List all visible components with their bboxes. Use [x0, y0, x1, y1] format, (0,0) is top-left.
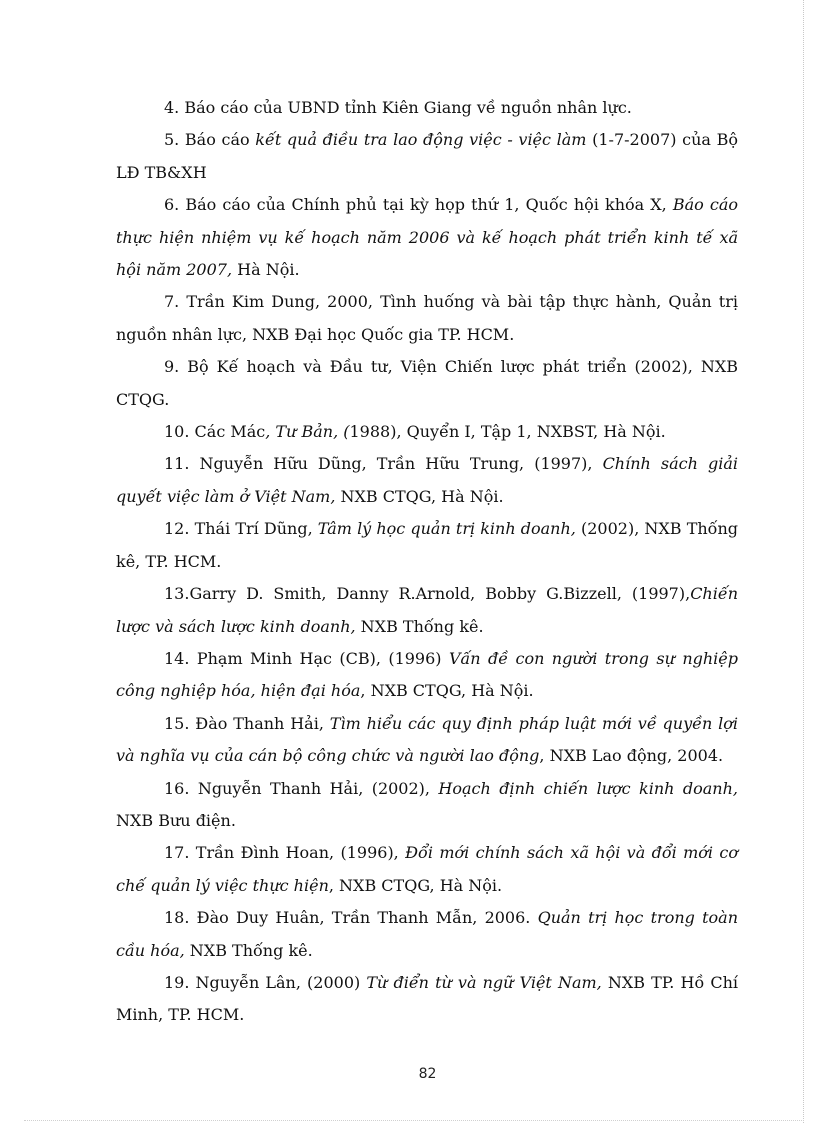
reference-item	[116, 416, 738, 448]
reference-title-italic: Tìm hiểu các quy định pháp luật mới về quyền lợi và nghĩa vụ của cán bộ công chức và người lao động	[116, 713, 739, 766]
reference-text: , NXB Lao động, 2004.	[539, 746, 724, 766]
reference-text: NXB Thống kê.	[355, 616, 484, 636]
reference-item	[116, 513, 738, 578]
reference-item	[116, 92, 738, 124]
reference-text: (2002), NXB Thống kê, TP. HCM.	[116, 519, 739, 571]
reference-text: 16. Nguyễn Thanh Hải, (2002),	[164, 778, 439, 798]
reference-item	[116, 837, 738, 902]
reference-title-italic: Chính sách giải quyết việc làm ở Việt Nam,	[116, 454, 738, 506]
reference-text: 4. Báo cáo của UBND tỉnh Kiên Giang về nguồn nhân lực.	[164, 98, 632, 117]
reference-item	[116, 351, 738, 416]
reference-text: , NXB CTQG, Hà Nội.	[328, 875, 503, 895]
reference-text: NXB CTQG, Hà Nội.	[335, 486, 504, 506]
reference-text: Hà Nội.	[232, 260, 300, 280]
reference-text: NXB Bưu điện.	[116, 810, 236, 830]
reference-text: 12. Thái Trí Dũng,	[164, 519, 318, 539]
reference-item	[116, 773, 738, 838]
reference-text: (1-7-2007) của Bộ LĐ TB&XH	[116, 130, 738, 182]
reference-item	[116, 902, 738, 967]
reference-text: 5. Báo cáo	[164, 130, 256, 150]
reference-text: 18. Đào Duy Huân, Trần Thanh Mẫn, 2006.	[164, 908, 538, 928]
reference-text: 7. Trần Kim Dung, 2000, Tình huống và bài tập thực hành, Quản trị nguồn nhân lực, NXB Đại học Quốc gia TP. HCM.	[116, 292, 738, 344]
reference-item	[116, 578, 738, 643]
page-number: 82	[418, 1066, 437, 1082]
reference-text: 13.Garry D. Smith, Danny R.Arnold, Bobby G.Bizzell, (1997),	[164, 584, 691, 604]
reference-item	[116, 708, 738, 773]
reference-text: 15. Đào Thanh Hải,	[164, 713, 330, 733]
reference-title-italic: Từ điển từ và ngữ Việt Nam,	[366, 972, 602, 992]
reference-text: 1988), Quyển I, Tập 1, NXBST, Hà Nội.	[349, 422, 666, 442]
reference-text: , NXB CTQG, Hà Nội.	[360, 681, 534, 701]
reference-title-italic: Vấn đề con người trong sự nghiệp công nghiệp hóa, hiện đại hóa	[116, 648, 739, 701]
reference-title-italic: Quản trị học trong toàn cầu hóa,	[116, 908, 738, 960]
reference-list	[116, 92, 738, 1032]
reference-text: 9. Bộ Kế hoạch và Đầu tư, Viện Chiến lược phát triển (2002), NXB CTQG.	[116, 357, 738, 409]
reference-item	[116, 124, 738, 189]
reference-item	[116, 967, 738, 1032]
page-border-right	[803, 0, 804, 1123]
reference-text: 19. Nguyễn Lân, (2000)	[164, 972, 367, 992]
reference-text: 10. Các Mác	[164, 422, 266, 442]
reference-text: 11. Nguyễn Hữu Dũng, Trần Hữu Trung, (1997),	[164, 454, 603, 474]
reference-title-italic: Đổi mới chính sách xã hội và đổi mới cơ chế quản lý việc thực hiện	[116, 843, 739, 895]
reference-text: NXB TP. Hồ Chí Minh, TP. HCM.	[116, 972, 739, 1025]
reference-text: 17. Trần Đình Hoan, (1996),	[164, 843, 406, 863]
reference-text: 6. Báo cáo của Chính phủ tại kỳ họp thứ 1, Quốc hội khóa X,	[164, 195, 673, 215]
reference-title-italic: Tâm lý học quản trị kinh doanh,	[317, 519, 576, 539]
reference-item	[116, 643, 738, 708]
reference-title-italic: Chiến lược và sách lược kinh doanh,	[116, 584, 738, 636]
reference-text: NXB Thống kê.	[184, 940, 313, 960]
reference-title-italic: kết quả điều tra lao động việc - việc làm	[255, 130, 587, 150]
reference-item	[116, 286, 738, 351]
reference-title-italic: Báo cáo thực hiện nhiệm vụ kế hoạch năm 2006 và kế hoạch phát triển kinh tế xã hội năm 2007,	[116, 195, 738, 280]
reference-title-italic: , Tư Bản, (	[265, 422, 350, 442]
reference-item	[116, 448, 738, 513]
reference-text: 14. Phạm Minh Hạc (CB), (1996)	[164, 648, 449, 668]
page-border-bottom	[24, 1120, 804, 1121]
reference-item	[116, 189, 738, 286]
reference-title-italic: Hoạch định chiến lược kinh doanh,	[438, 778, 738, 798]
